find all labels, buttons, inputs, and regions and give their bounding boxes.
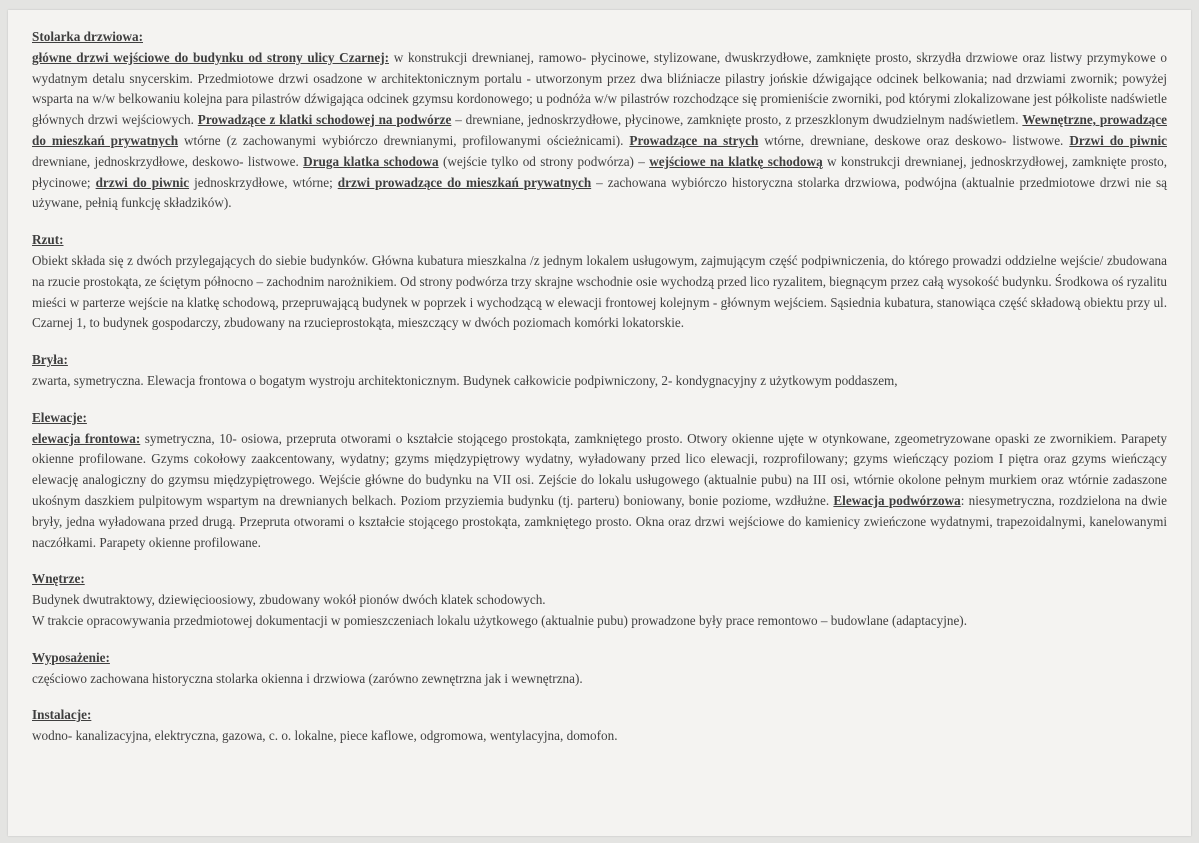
paragraph-text: wodno- kanalizacyjna, elektryczna, gazowa, c. o. lokalne, piece kaflowe, odgromowa, wentylacyjna, domofon. — [32, 728, 618, 744]
subheading: Prowadzące na strych — [629, 132, 759, 148]
section-paragraph — [32, 611, 1167, 632]
paragraph-text: w konstrukcji drewnianej, ramowo- płycinowe, stylizowane, dwuskrzydłowe, zamknięte prosto, skrzydła drzwiowe oraz listwy przymykowe o wydatnym detalu snycerskim. Przedmiotowe drzwi osadzone w architektonicznym portalu - utworzonym przez dwa bliźniacze pilastry jońskie dźwigające odcinek belkowania; nad drzwiami zwornik; powyżej wsparta na w/w belkowaniu kolejna para pilastrów dźwigająca odcinek gzymsu kordonowego; u podnóża w/w pilastrów rozchodzące się promieniście zworniki, pod którymi zlokalizowane jest półkoliste nadświetle głównych drzwi wejściowych. — [32, 49, 1167, 128]
document-page — [8, 10, 1191, 836]
paragraph-text: symetryczna, 10- osiowa, przepruta otworami o kształcie stojącego prostokąta, zamkniętego prosto. Otwory okienne ujęte w otynkowane, zgeometryzowane opaski ze zwornikiem. Parapety okienne profilowane. Gzyms cokołowy zaakcentowany, wydatny; gzyms międzypiętrowy wydatny, wyładowany przed lico elewacji, rozprofilowany; gzyms wieńczący poziom I piętra oraz gzyms wieńczący elewację analogiczny do gzymsu międzypiętrowego. Wejście główne do budynku na VII osi. Zejście do lokalu usługowego (aktualnie pubu) na III osi, wtórnie okolone pełnym murkiem oraz wtórnie zadaszone ukośnym daszkiem pulpitowym wspartym na drewnianych belkach. Poziom przyziemia budynku (tj. parteru) boniowany, bonie poziome, wzdłużne. — [32, 430, 1167, 508]
paragraph-text: wtórne, drewniane, deskowe oraz deskowo- listwowe. — [758, 132, 1070, 148]
section-heading: Stolarka drzwiowa: — [32, 29, 143, 44]
paragraph-text: drewniane, jednoskrzydłowe, deskowo- listwowe. — [32, 153, 304, 169]
section-heading: Instalacje: — [32, 707, 92, 723]
section-paragraph — [32, 48, 1167, 214]
section-heading: Wyposażenie: — [32, 649, 110, 665]
section-rzut — [32, 230, 1167, 334]
document-content — [32, 27, 1167, 747]
section-wyposaenie — [32, 648, 1167, 690]
subheading: drzwi do piwnic — [95, 174, 190, 190]
section-heading: Rzut: — [32, 232, 64, 248]
paragraph-text: – zachowana wybiórczo historyczna stolarka drzwiowa, podwójna (aktualnie przedmiotowe drzwi nie są używane, pełnią funkcję składzików). — [32, 174, 1167, 211]
section-paragraph — [32, 371, 1167, 392]
paragraph-text: wtórne (z zachowanymi wybiórczo drewnianymi, profilowanymi ościeżnicami). — [178, 132, 630, 148]
subheading: Prowadzące z klatki schodowej na podwórze — [197, 112, 452, 128]
paragraph-text: częściowo zachowana historyczna stolarka okienna i drzwiowa (zarówno zewnętrzna jak i wewnętrzna). — [32, 670, 583, 686]
subheading: główne drzwi wejściowe do budynku od strony ulicy Czarnej: — [32, 49, 389, 65]
section-elewacje — [32, 408, 1167, 554]
subheading: wejściowe na klatkę schodową — [649, 153, 823, 169]
subheading: Drzwi do piwnic — [1069, 132, 1167, 148]
section-paragraph — [32, 429, 1167, 554]
paragraph-text: zwarta, symetryczna. Elewacja frontowa o bogatym wystroju architektonicznym. Budynek całkowicie podpiwniczony, 2- kondygnacyjny z użytkowym poddaszem, — [32, 372, 898, 388]
section-wntrze — [32, 569, 1167, 631]
section-paragraph — [32, 590, 1167, 611]
section-heading: Elewacje: — [32, 409, 87, 425]
paragraph-text: Budynek dwutraktowy, dziewięcioosiowy, zbudowany wokół pionów dwóch klatek schodowych. — [32, 592, 546, 608]
section-paragraph — [32, 251, 1167, 334]
section-paragraph — [32, 669, 1167, 690]
paragraph-text: w konstrukcji drewnianej, jednoskrzydłowej, zamknięte prosto, płycinowe; — [32, 153, 1168, 190]
section-brya — [32, 350, 1167, 392]
section-heading: Wnętrze: — [32, 571, 85, 587]
section-stolarkadrzwiowa — [32, 27, 1167, 214]
section-paragraph — [32, 726, 1167, 747]
paragraph-text: jednoskrzydłowe, wtórne; — [189, 174, 338, 190]
subheading: elewacja frontowa: — [32, 430, 141, 446]
paragraph-text: Obiekt składa się z dwóch przylegających do siebie budynków. Główna kubatura mieszkalna /z jednym lokalem usługowym, zajmującym część podpiwniczenia, do którego prowadzi oddzielne wejście/ zbudowana na rzucie prostokąta, ze ściętym północno – zachodnim narożnikiem. Od strony podwórza trzy skrajne wschodnie osie wychodzą przed lico ryzalitem, biegnącym przez całą wysokość budynku. Środkowa oś ryzalitu mieści w parterze wejście na klatkę schodową, przepruwającą budynek w poprzek i wychodzącą w elewacji frontowej kolejnym - głównym wejściem. Sąsiednia kubatura, stanowiąca część składową obiektu przy ul. Czarnej 1, to budynek gospodarczy, zbudowany na rzucieprostokąta, mieszczący w dwóch poziomach komórki lokatorskie. — [32, 252, 1167, 331]
subheading: drzwi prowadzące do mieszkań prywatnych — [337, 174, 592, 190]
paragraph-text: – drewniane, jednoskrzydłowe, płycinowe, zamknięte prosto, z przeszklonym dwudzielnym nadświetlem. — [451, 112, 1023, 128]
subheading: Elewacja podwórzowa — [833, 492, 961, 508]
section-heading: Bryła: — [32, 352, 68, 368]
subheading: Wewnętrzne, prowadzące do mieszkań prywatnych — [32, 112, 1167, 148]
paragraph-text: : niesymetryczna, rozdzielona na dwie bryły, jedna wyładowana przed drugą. Przepruta otworami o kształcie stojącego prostokąta, zamkniętego prosto. Okna oraz drzwi wejściowe do kamienicy zwieńczone wydatnymi, trapezoidalnymi, kanelowanymi naczółkami. Parapety okienne profilowane. — [32, 492, 1167, 550]
paragraph-text: (wejście tylko od strony podwórza) – — [438, 153, 650, 169]
paragraph-text: W trakcie opracowywania przedmiotowej dokumentacji w pomieszczeniach lokalu użytkowego (aktualnie pubu) prowadzone były prace remontowo – budowlane (adaptacyjne). — [32, 612, 967, 628]
section-instalacje — [32, 705, 1167, 747]
subheading: Druga klatka schodowa — [303, 153, 439, 169]
